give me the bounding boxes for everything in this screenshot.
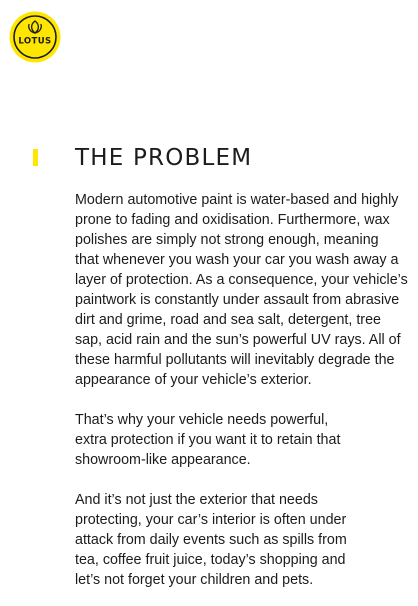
paragraph-problem-intro: Modern automotive paint is water-based and highly prone to fading and oxidisation. Furthermore, wax polishes are simply not strong enough, meaning that whenever you wash your car you wash away a layer of protection. As a consequence, your vehicle’s paintwork is constantly under assault from abrasive dirt and grime, road and sea salt, detergent, tree sap, acid rain and the sun’s powerful UV rays. All of these harmful pollutants will inevitably degrade the appearance of your vehicle’s exterior.	[75, 192, 408, 388]
section-heading	[0, 143, 418, 173]
heading-accent-bar	[33, 149, 38, 166]
page-title: THE PROBLEM	[75, 145, 253, 171]
lotus-logo-icon	[9, 11, 61, 63]
body-copy	[75, 190, 410, 590]
logo-wordmark: LOTUS	[18, 36, 52, 47]
lotus-logo	[9, 11, 61, 63]
paragraph-interior: And it’s not just the exterior that needs protecting, your car’s interior is often under attack from daily events such as spills from tea, coffee fruit juice, today’s shopping and let’s not forget your children and pets.	[75, 492, 347, 588]
paragraph-protection-need: That’s why your vehicle needs powerful, extra protection if you want it to retain that showroom-like appearance.	[75, 412, 341, 468]
